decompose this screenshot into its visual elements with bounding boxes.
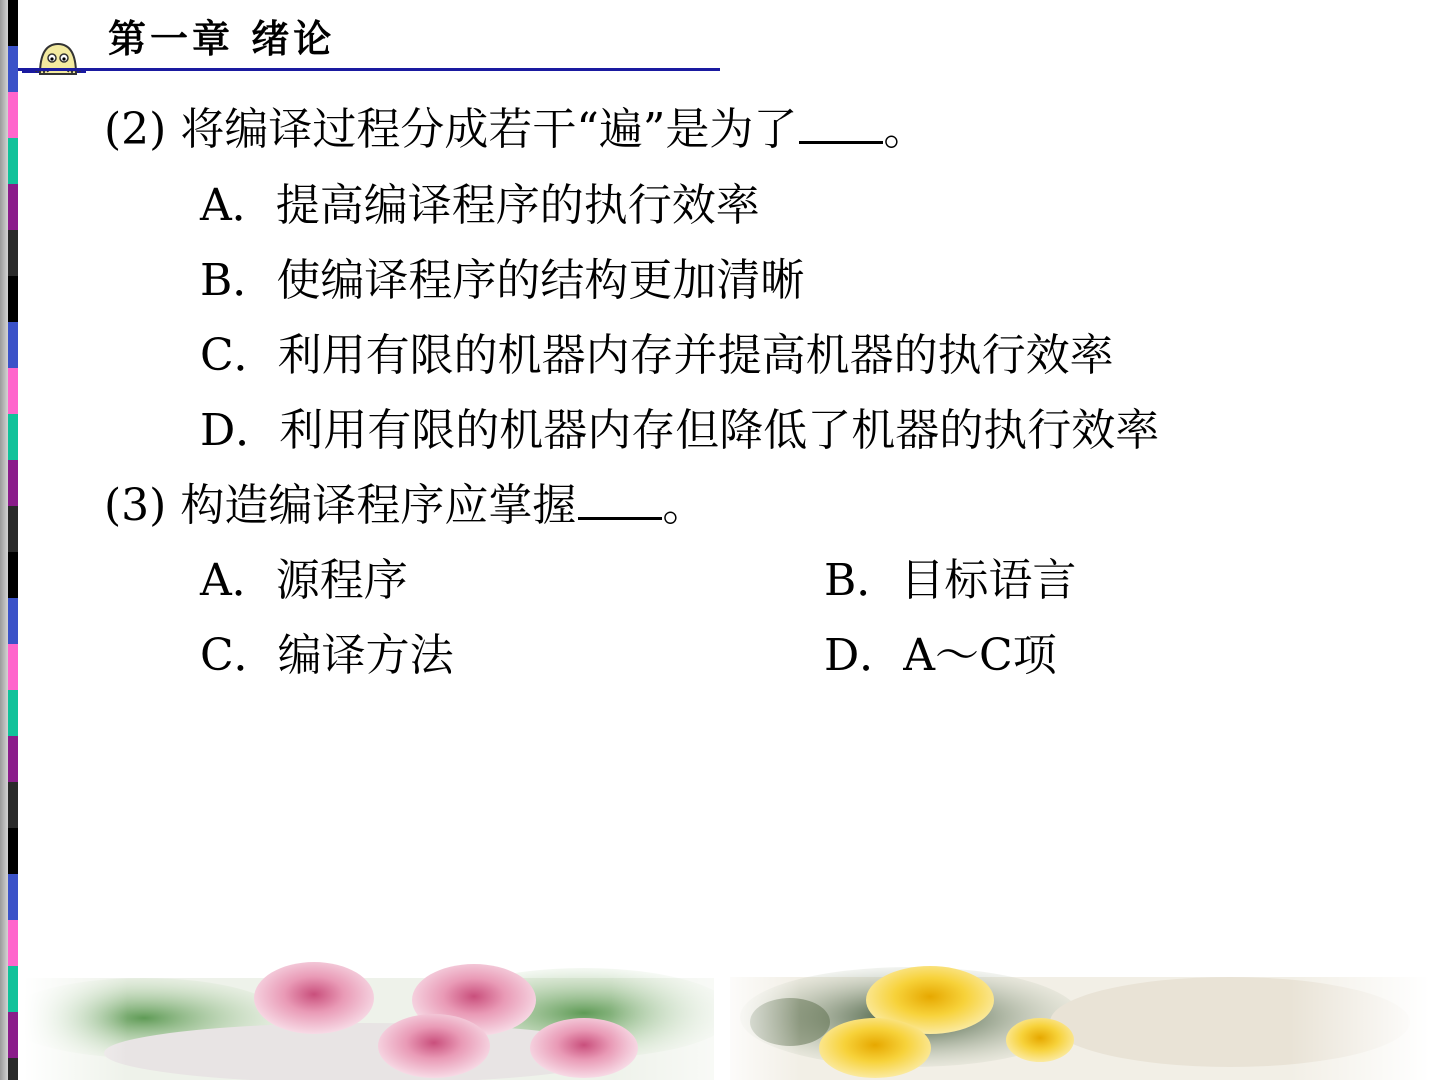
option-3d: [824, 630, 1057, 682]
strip-segment: [8, 322, 18, 368]
question-2: [104, 104, 927, 156]
strip-segment: [8, 1012, 18, 1058]
strip-segment: [8, 138, 18, 184]
strip-segment: [8, 230, 18, 276]
option-3a: [200, 555, 408, 607]
answer-blank: [578, 481, 662, 520]
option-text: 利用有限的机器内存并提高机器的执行效率: [277, 330, 1114, 381]
option-2d: [200, 405, 1159, 457]
chapter-title: 第一章 绪论: [108, 16, 336, 61]
strip-segment: [8, 1058, 18, 1080]
strip-segment: [8, 828, 18, 874]
strip-segment: [8, 644, 18, 690]
strip-segment: [8, 506, 18, 552]
header-rule: [18, 68, 720, 71]
strip-base: [0, 0, 8, 1080]
strip-segment: [8, 736, 18, 782]
question-3: [104, 480, 706, 532]
strip-segment: [8, 782, 18, 828]
option-text: 利用有限的机器内存但降低了机器的执行效率: [279, 405, 1160, 456]
option-label: B．: [824, 555, 901, 606]
strip-segment: [8, 920, 18, 966]
strip-segment: [8, 552, 18, 598]
strip-segment: [8, 598, 18, 644]
answer-blank: [799, 105, 883, 144]
strip-segment: [8, 276, 18, 322]
yellow-roses-image: [730, 962, 1430, 1080]
pink-roses-image: [24, 958, 714, 1080]
strip-segment: [8, 368, 18, 414]
question-stem: 将编译过程分成若干“遍”是为了: [180, 104, 798, 155]
question-end: 。: [662, 480, 707, 531]
strip-segment: [8, 0, 18, 46]
strip-segment: [8, 460, 18, 506]
option-label: C．: [200, 630, 278, 681]
strip-segment: [8, 414, 18, 460]
strip-segment: [8, 184, 18, 230]
option-3b: [824, 555, 1076, 607]
left-decorative-strip: [0, 0, 20, 1080]
option-2b: [200, 255, 804, 307]
question-number: (3): [104, 480, 167, 531]
option-text: 编译方法: [277, 630, 454, 681]
option-text: 目标语言: [900, 555, 1077, 606]
option-label: A．: [200, 180, 276, 231]
question-number: (2): [104, 104, 167, 155]
option-label: B．: [200, 255, 277, 306]
strip-segment: [8, 690, 18, 736]
option-text: A～C项: [903, 630, 1057, 681]
question-stem: 构造编译程序应掌握: [180, 480, 577, 531]
strip-segment: [8, 874, 18, 920]
option-text: 提高编译程序的执行效率: [275, 180, 760, 231]
strip-segment: [8, 92, 18, 138]
strip-segment: [8, 966, 18, 1012]
option-2a: [200, 180, 760, 232]
strip-segment: [8, 46, 18, 92]
option-label: D．: [824, 630, 904, 681]
ghost-mascot-icon: [22, 34, 86, 82]
option-text: 使编译程序的结构更加清晰: [276, 255, 805, 306]
option-2c: [200, 330, 1114, 382]
option-label: C．: [200, 330, 278, 381]
option-label: D．: [200, 405, 280, 456]
option-3c: [200, 630, 454, 682]
option-label: A．: [200, 555, 276, 606]
option-text: 源程序: [275, 555, 408, 606]
question-end: 。: [883, 104, 928, 155]
